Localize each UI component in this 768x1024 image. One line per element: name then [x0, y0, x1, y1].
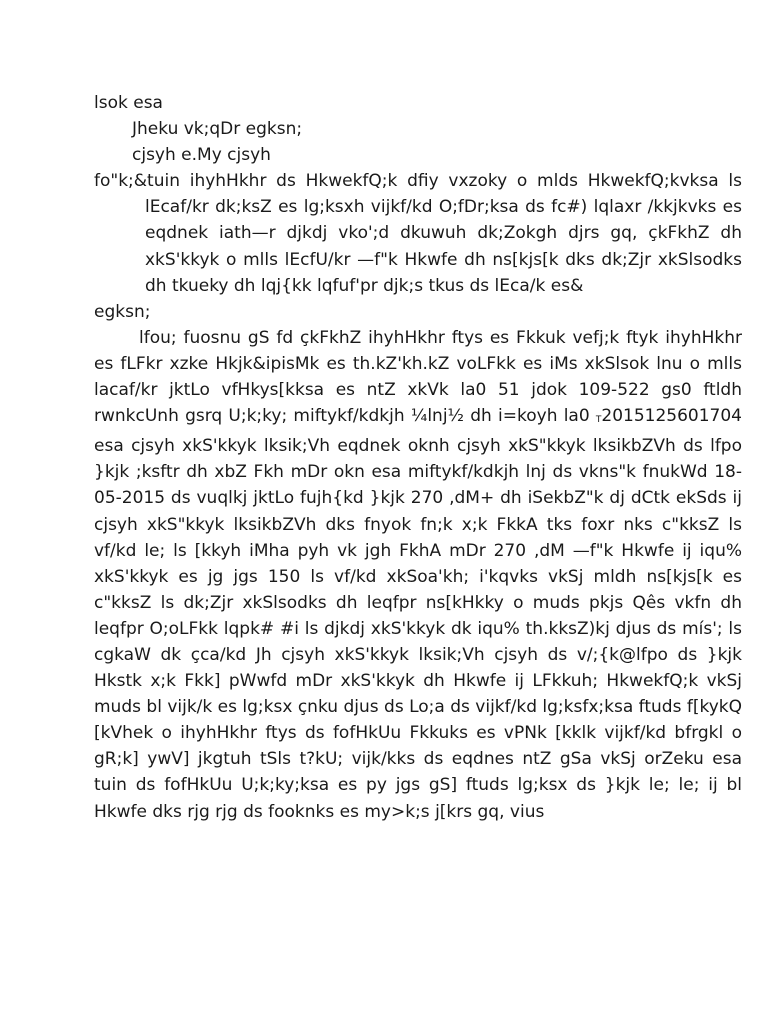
letter-body: [94, 90, 742, 825]
case-subscript: T: [595, 415, 602, 426]
body-text-part-2: 2015125601704 esa cjsyh xkS'kkyk lksik;Vh eqdnek oknh cjsyh xkS"kkyk lksikbZVh ds lfpo }kjk ;ksftr dh xbZ Fkh mDr okn esa miftykf/kdkjh lnj ds vkns"k fnukWd 18-05-2015 ds vuqlkj jktLo fujh{kd }kjk 270 ,dM+ dh iSekbZ"k dj dCtk ekSds ij cjsyh xkS"kkyk lksikbZVh dks fnyok fn;k x;k FkkA tks foxr nks c"kksZ ls vf/kd le; ls [kkyh iMha pyh vk jgh FkhA mDr 270 ,dM —f"k Hkwfe ij iqu% xkS'kkyk es jg jgs 150 ls vf/kd xkSoa'kh; i'kqvks vkSj mldh ns[kjs[k es c"kksZ ls dk;Zjr xkSlsodks dh leqfpr ns[kHkky o muds pkjs Qês vkfn dh leqfpr O;oLFkk lqpk# #i ls djkdj xkS'kkyk dk iqu% th.kksZ)kj djus ds mís'; ls cgkaW dk çca/kd Jh cjsyh xkS'kkyk lksik;Vh cjsyh ds v/;{k@lfpo ds }kjk Hkstk x;k Fkk] pWwfd mDr xkS'kkyk dh Hkwfe ij LFkkuh; HkwekfQ;k vkSj muds bl vijk/k es lg;ksx çnku djus ds Lo;a ds vijkf/kd lg;ksfx;ksa ftuds f[kykQ [kVhek o ihyhHkhr ftys ds fofHkUu Fkkuks es vPNk [kklk vijkf/kd bfrgkl o gR;k] ywV] jkgtuh tSls t?kU; vijk/kks ds eqdnes ntZ gSa vkSj orZeku esa tuin ds fofHkUu U;k;ky;ksa es py jgs gS] ftuds lg;ksx ds }kjk le; le; ij bl Hkwfe dks rjg rjg ds fooknks es my>k;s j[krs gq, vius: [94, 406, 742, 822]
recipient-location: cjsyh e.My cjsyh: [132, 145, 271, 166]
subject-paragraph: fo"k;&tuin ihyhHkhr ds HkwekfQ;k dfiy vxzoky o mlds HkwekfQ;kvksa ls lEcaf/kr dk;ksZ es lg;ksxh vijkf/kd O;fDr;ksa ds fc#) lqlaxr /kkjkvks es eqdnek iath—r djkdj vko';d dkuwuh dk;Zokgh djrs gq, çkFkhZ dh xkS'kkyk o mlls lEcfU/kr —f"k Hkwfe dh ns[kjs[k dks dk;Zjr xkSlsodks dh tkueky dh lqj{kk lqfuf'pr djk;s tkus ds lEca/k es&: [94, 171, 742, 296]
recipient-title: Jheku vk;qDr egksn;: [132, 119, 303, 140]
body-paragraph: [94, 325, 742, 825]
body-text-part-1: lfou; fuosnu gS fd çkFkhZ ihyhHkhr ftys es Fkkuk vefj;k ftyk ihyhHkhr es fLFkr xzke Hkjk&ipisMk es th.kZ'kh.kZ voLFkk es iMs xkSlsok lnu o mlls lacaf/kr jktLo vfHkys[kksa es ntZ xkVk la0 51 jdok 109-522 gs0 ftldh rwnkcUnh gsrq U;k;ky; miftykf/kdkjh ¼lnj½ dh i=koyh la0: [94, 327, 742, 427]
recipient-line: lsok esa: [94, 93, 163, 113]
salutation: egksn;: [94, 301, 151, 322]
